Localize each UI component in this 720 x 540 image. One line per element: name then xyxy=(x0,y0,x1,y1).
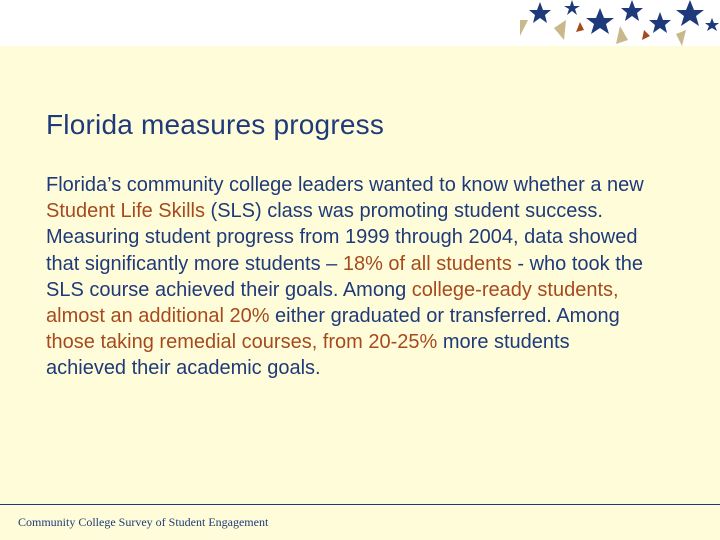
highlight-student-life-skills: Student Life Skills xyxy=(46,200,205,223)
footer-text: Community College Survey of Student Engagement xyxy=(18,515,269,529)
body-text-segment: - who took the SLS course achieved their goals. Among xyxy=(46,252,644,301)
body-text-segment: either graduated or transferred. Among xyxy=(269,305,620,328)
body-text-segment: more students achieved their academic goals. xyxy=(46,331,570,380)
body-paragraph xyxy=(46,172,646,382)
footer-divider xyxy=(0,504,720,505)
body-text-segment: Florida’s community college leaders wanted to know whether a new xyxy=(46,174,644,196)
stars-banner-icon xyxy=(520,0,720,46)
highlight-remedial: those taking remedial courses, from 20-25% xyxy=(46,331,438,354)
highlight-college-ready: college-ready students, almost an additional 20% xyxy=(46,278,619,328)
body-text-segment: (SLS) class was promoting student success. Measuring student progress from 1999 through 2004, data showed that significantly more students – xyxy=(46,200,638,275)
slide-title: Florida measures progress xyxy=(46,109,385,140)
highlight-all-students: 18% of all students xyxy=(342,252,512,275)
